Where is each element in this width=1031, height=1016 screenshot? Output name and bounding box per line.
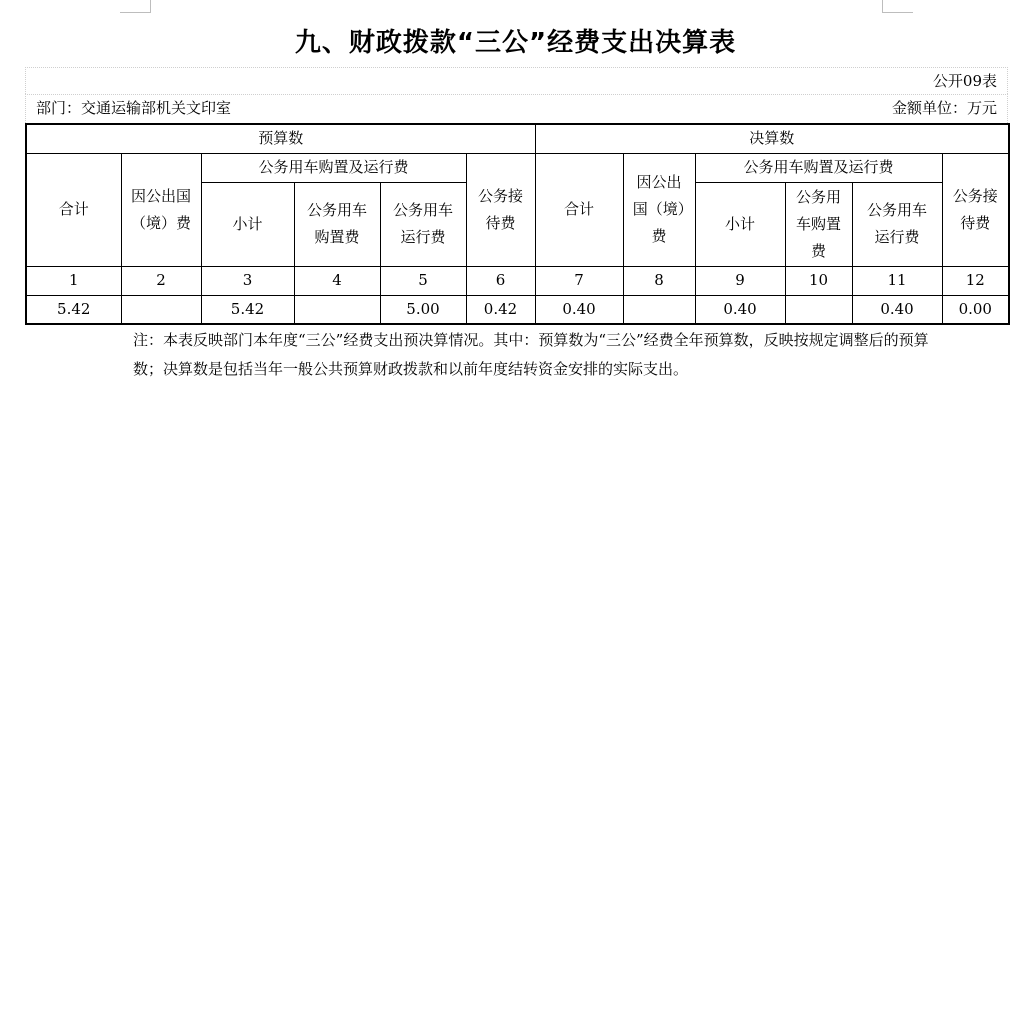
header-row-1 [26, 124, 1009, 153]
col-number: 5 [380, 266, 466, 295]
final-header: 决算数 [535, 124, 1009, 153]
budget-header: 预算数 [26, 124, 535, 153]
value-cell: 5.42 [26, 295, 121, 324]
final-total-header: 合计 [535, 153, 623, 266]
page-title: 九、财政拨款“三公”经费支出决算表 [294, 28, 737, 58]
table-note: 注：本表反映部门本年度“三公”经费支出预决算情况。其中：预算数为“三公”经费全年预算数，反映按规定调整后的预算数；决算数是包括当年一般公共预算财政拨款和以前年度结转资金安排的实际支出。 [133, 331, 929, 378]
form-number: 公开09表 [25, 67, 1008, 94]
budget-total-header: 合计 [26, 153, 121, 266]
header-row-2 [26, 153, 1009, 182]
page-corner-mark-left [120, 0, 151, 13]
col-number: 8 [623, 266, 695, 295]
final-vehicle-operation-header: 公务用车运行费 [852, 182, 942, 266]
value-cell: 0.40 [695, 295, 785, 324]
page-corner-mark-right [882, 0, 913, 13]
final-abroad-header: 因公出国（境）费 [623, 153, 695, 266]
department-label: 部门：交通运输部机关文印室 [36, 99, 232, 117]
col-number: 4 [294, 266, 380, 295]
budget-abroad-header: 因公出国（境）费 [121, 153, 201, 266]
col-number: 7 [535, 266, 623, 295]
col-number: 6 [466, 266, 535, 295]
value-cell: 0.42 [466, 295, 535, 324]
value-cell: 0.40 [535, 295, 623, 324]
expenditure-table [25, 123, 1010, 325]
final-vehicle-purchase-header: 公务用车购置费 [785, 182, 852, 266]
budget-vehicle-purchase-header: 公务用车购置费 [294, 182, 380, 266]
value-cell: 0.00 [942, 295, 1009, 324]
value-row [26, 295, 1009, 324]
final-reception-header: 公务接待费 [942, 153, 1009, 266]
col-number: 1 [26, 266, 121, 295]
value-cell: 5.00 [380, 295, 466, 324]
budget-subtotal-header: 小计 [201, 182, 294, 266]
final-vehicle-group-header: 公务用车购置及运行费 [695, 153, 942, 182]
value-cell [623, 295, 695, 324]
value-cell [294, 295, 380, 324]
value-cell [785, 295, 852, 324]
value-cell: 0.40 [852, 295, 942, 324]
col-number: 11 [852, 266, 942, 295]
col-number: 9 [695, 266, 785, 295]
value-cell [121, 295, 201, 324]
col-number: 3 [201, 266, 294, 295]
budget-vehicle-group-header: 公务用车购置及运行费 [201, 153, 466, 182]
col-number: 10 [785, 266, 852, 295]
meta-row [25, 94, 1008, 123]
final-subtotal-header: 小计 [695, 182, 785, 266]
col-number: 2 [121, 266, 201, 295]
col-number: 12 [942, 266, 1009, 295]
unit-label: 金额单位：万元 [891, 99, 997, 117]
budget-reception-header: 公务接待费 [466, 153, 535, 266]
value-cell: 5.42 [201, 295, 294, 324]
budget-vehicle-operation-header: 公务用车运行费 [380, 182, 466, 266]
column-number-row [26, 266, 1009, 295]
